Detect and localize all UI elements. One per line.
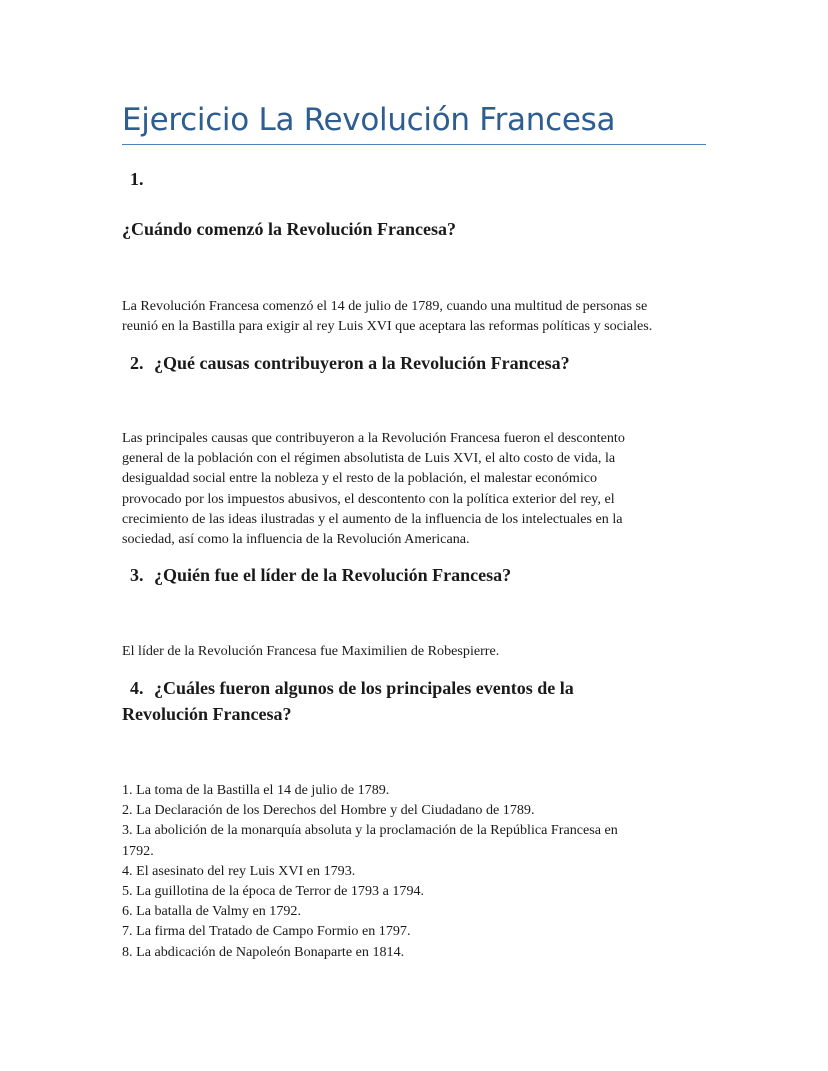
answer-2 [122,428,708,549]
answer-2-line: crecimiento de las ideas ilustradas y el aumento de la influencia de los intelectuales en la [122,510,623,527]
list-item: 4. El asesinato del rey Luis XVI en 1793. [122,862,356,879]
question-4-text-line1: ¿Cuáles fueron algunos de los principales eventos de la [154,678,574,698]
list-item: 1. La toma de la Bastilla el 14 de julio de 1789. [122,782,390,798]
events-list [122,780,708,962]
title-underline [122,144,706,145]
answer-2-line: sociedad, así como la influencia de la Revolución Americana. [122,531,470,548]
answer-3 [122,641,708,661]
answer-2-line: provocado por los impuestos abusivos, el descontento con la política exterior del rey, el [122,490,615,507]
question-1-heading: ¿Cuándo comenzó la Revolución Francesa? [122,219,456,239]
list-item: 6. La batalla de Valmy en 1792. [122,903,301,920]
answer-3-line: El líder de la Revolución Francesa fue Maximilien de Robespierre. [122,643,500,659]
answer-2-line: desigualdad social entre la nobleza y el resto de la población, el malestar económico [122,470,598,487]
answer-1-line: La Revolución Francesa comenzó el 14 de julio de 1789, cuando una multitud de personas se [122,298,648,314]
question-3-number: 3. [130,565,144,585]
question-2-text: ¿Qué causas contribuyeron a la Revolución Francesa? [154,353,570,373]
list-item: 2. La Declaración de los Derechos del Hombre y del Ciudadano de 1789. [122,802,535,819]
question-3-text: ¿Quién fue el líder de la Revolución Francesa? [154,565,512,585]
question-3-heading [130,563,511,587]
answer-2-line: Las principales causas que contribuyeron a la Revolución Francesa fueron el descontento [122,430,625,446]
question-2-heading [130,351,570,375]
document-title: Ejercicio La Revolución Francesa [122,102,616,138]
answer-1-line: reunió en la Bastilla para exigir al rey Luis XVI que aceptara las reformas políticas y sociales. [122,318,653,335]
answer-2-line: general de la población con el régimen absolutista de Luis XVI, el alto costo de vida, la [122,450,616,467]
list-item: 8. La abdicación de Napoleón Bonaparte en 1814. [122,943,405,960]
question-2-number: 2. [130,353,144,373]
answer-1 [122,296,708,336]
question-4-heading [130,676,574,700]
question-1-number: 1. [130,169,144,189]
question-4-number: 4. [130,678,144,698]
list-item: 7. La firma del Tratado de Campo Formio en 1797. [122,923,411,940]
list-item: 3. La abolición de la monarquía absoluta y la proclamación de la República Francesa en [122,822,618,839]
list-item: 5. La guillotina de la época de Terror de 1793 a 1794. [122,883,425,900]
list-item: 1792. [122,842,154,859]
question-4-heading-continued: Revolución Francesa? [122,704,292,724]
